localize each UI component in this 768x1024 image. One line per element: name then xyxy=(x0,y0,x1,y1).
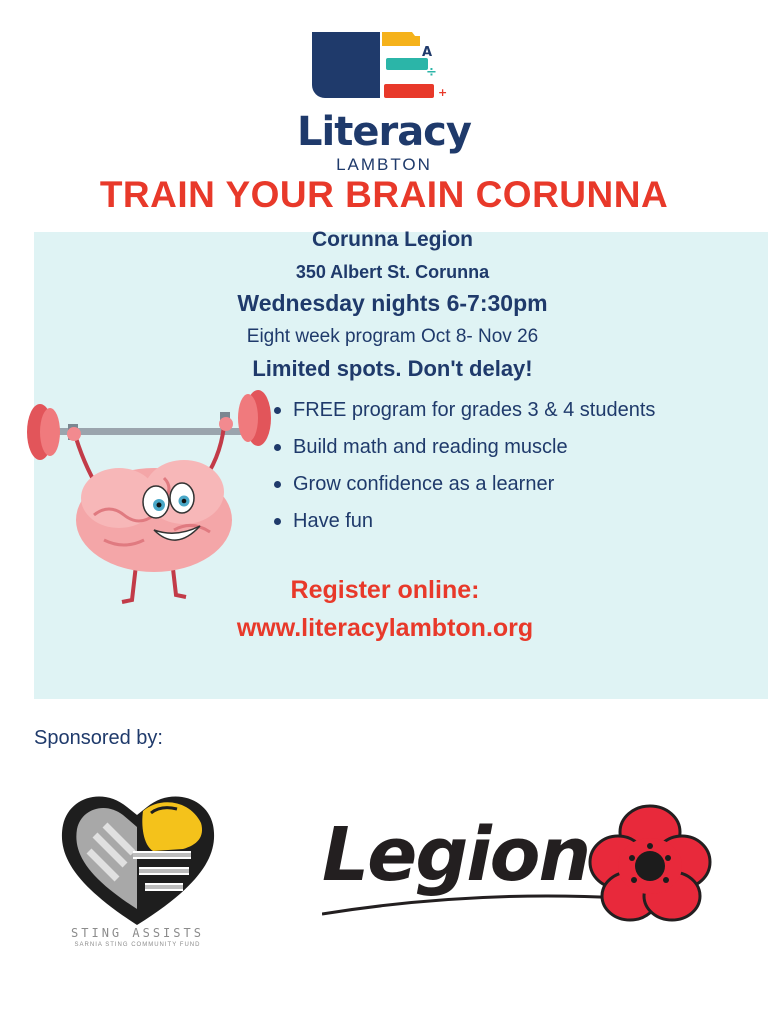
benefit-item: Build math and reading muscle xyxy=(272,432,655,469)
svg-text:÷: ÷ xyxy=(426,65,437,80)
event-schedule: Wednesday nights 6-7:30pm xyxy=(237,290,548,316)
poppy-flower-icon xyxy=(580,800,720,930)
event-address: 350 Albert St. Corunna xyxy=(295,262,490,282)
legion-wordmark: Legion xyxy=(322,812,590,898)
register-label: Register online: xyxy=(290,576,480,604)
benefit-item: FREE program for grades 3 & 4 students xyxy=(272,395,655,432)
benefit-item: Have fun xyxy=(272,506,655,543)
sting-assists-handshake-heart-icon xyxy=(55,785,220,930)
page-title: TRAIN YOUR BRAIN CORUNNA xyxy=(99,174,669,215)
sting-assists-tagline: SARNIA STING COMMUNITY FUND xyxy=(74,942,201,948)
literacy-lambton-logo-icon xyxy=(310,28,455,108)
brain-lifting-barbell-icon xyxy=(24,380,274,605)
event-limited-notice: Limited spots. Don't delay! xyxy=(252,356,533,381)
program-benefits-list xyxy=(272,395,655,543)
event-venue: Corunna Legion xyxy=(312,228,473,251)
sting-assists-name: STING ASSISTS xyxy=(71,926,204,940)
event-program-dates: Eight week program Oct 8- Nov 26 xyxy=(246,326,539,347)
svg-text:A: A xyxy=(422,45,433,60)
register-link[interactable]: www.literacylambton.org xyxy=(236,614,534,642)
logo-wordmark: Literacy xyxy=(297,109,471,155)
benefit-item: Grow confidence as a learner xyxy=(272,469,655,506)
logo-subtitle: LAMBTON xyxy=(336,155,432,174)
svg-text:+: + xyxy=(438,86,448,99)
sponsors-heading: Sponsored by: xyxy=(34,727,163,749)
